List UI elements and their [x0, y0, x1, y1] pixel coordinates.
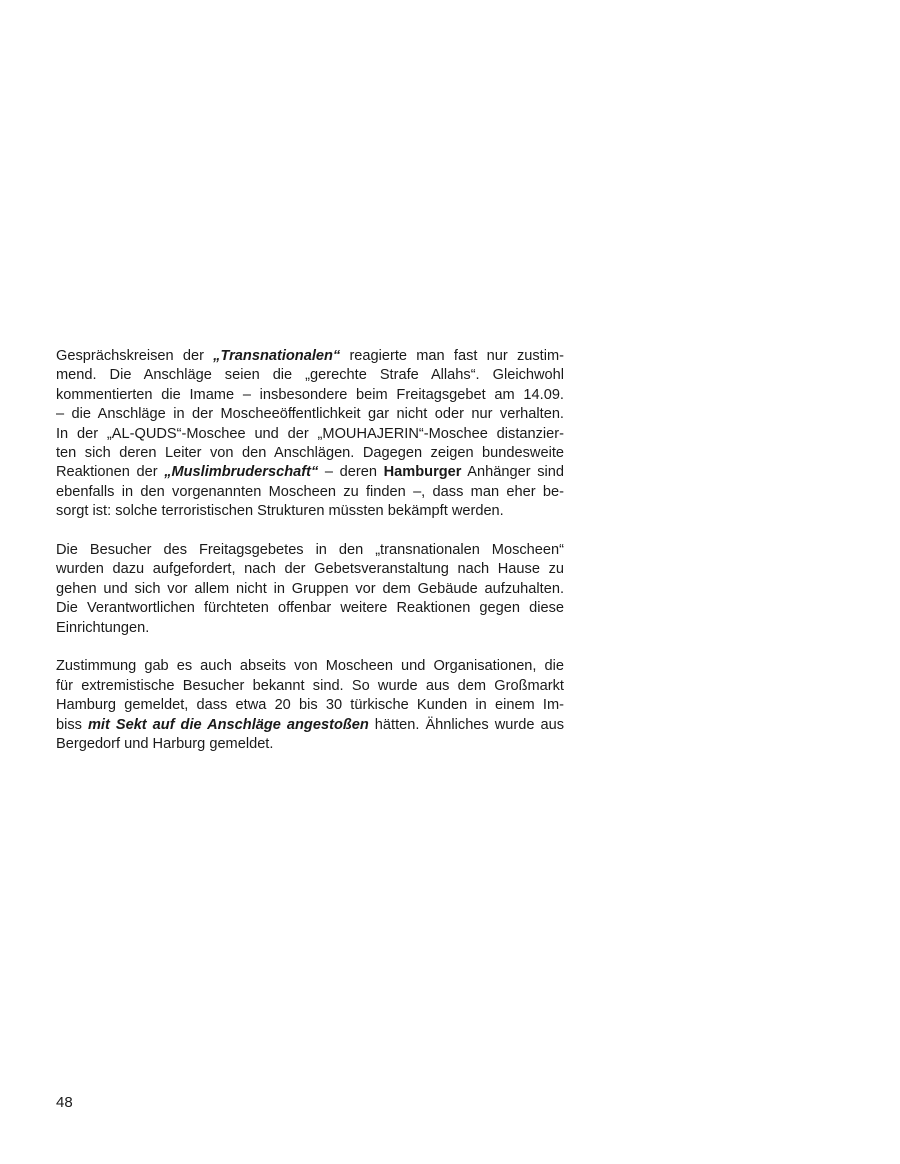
paragraph	[56, 657, 564, 754]
text-line	[56, 735, 564, 754]
text-line	[56, 405, 564, 424]
text-run: hätten. Ähnliches wurde aus	[368, 716, 564, 733]
body-text	[56, 347, 564, 774]
text-line	[56, 444, 564, 463]
text-line	[56, 657, 564, 676]
text-line	[56, 502, 564, 521]
text-line	[56, 425, 564, 444]
text-line	[56, 619, 564, 638]
emphasis-text: „Transnationalen“	[213, 348, 341, 364]
text-run: Die Verantwortlichen fürchteten offenbar weitere Reaktionen gegen diese	[56, 600, 564, 617]
emphasis-text: „Muslimbruderschaft“	[164, 464, 319, 481]
text-run: Die Besucher des Freitagsgebetes in den „transnationalen Moscheen“	[56, 542, 564, 559]
text-run: Bergedorf und Harburg gemeldet.	[56, 736, 274, 753]
text-run: kommentierten die Imame – insbesondere beim Freitagsgebet am 14.09.	[56, 386, 564, 403]
text-run: wurden dazu aufgefordert, nach der Gebetsveranstaltung nach Hause zu	[56, 561, 564, 578]
text-run: sorgt ist: solche terroristischen Strukturen müssten bekämpft werden.	[56, 503, 504, 520]
paragraph	[56, 541, 564, 638]
text-line	[56, 580, 564, 599]
text-run: In der „AL-QUDS“-Moschee und der „MOUHAJERIN“-Moschee distanzier-	[56, 425, 564, 442]
text-run: für extremistische Besucher bekannt sind. So wurde aus dem Großmarkt	[56, 677, 564, 694]
text-line	[56, 366, 564, 385]
text-run: Zustimmung gab es auch abseits von Moscheen und Organisationen, die	[56, 658, 564, 675]
text-run: gehen und sich vor allem nicht in Gruppen vor dem Gebäude aufzuhalten.	[56, 580, 564, 597]
text-run: Einrichtungen.	[56, 619, 150, 636]
text-run: reagierte man fast nur zustim-	[340, 348, 564, 364]
text-run: Reaktionen der	[56, 464, 165, 481]
text-line	[56, 677, 564, 696]
text-line	[56, 386, 564, 405]
page-number: 48	[56, 1094, 73, 1111]
text-run: – deren	[318, 464, 384, 481]
text-run: Hamburg gemeldet, dass etwa 20 bis 30 türkische Kunden in einem Im-	[56, 697, 564, 714]
text-line	[56, 716, 564, 735]
text-run: – die Anschläge in der Moscheeöffentlichkeit gar nicht oder nur verhalten.	[56, 406, 564, 423]
text-line	[56, 483, 564, 502]
text-run: Gesprächskreisen der	[56, 348, 214, 364]
text-run: ten sich deren Leiter von den Anschlägen. Dagegen zeigen bundesweite	[56, 445, 564, 462]
text-line	[56, 599, 564, 618]
text-run: ebenfalls in den vorgenannten Moscheen zu finden –, dass man eher be-	[56, 483, 564, 500]
text-line	[56, 347, 564, 366]
text-run: biss	[56, 716, 88, 733]
paragraph	[56, 347, 564, 522]
text-line	[56, 463, 564, 482]
text-run: Anhänger sind	[461, 464, 564, 481]
text-line	[56, 541, 564, 560]
emphasis-text: mit Sekt auf die Anschläge angestoßen	[87, 716, 369, 733]
text-line	[56, 560, 564, 579]
text-run: mend. Die Anschläge seien die „gerechte Strafe Allahs“. Gleichwohl	[56, 367, 564, 384]
emphasis-text: Hamburger	[383, 464, 462, 481]
text-line	[56, 696, 564, 715]
